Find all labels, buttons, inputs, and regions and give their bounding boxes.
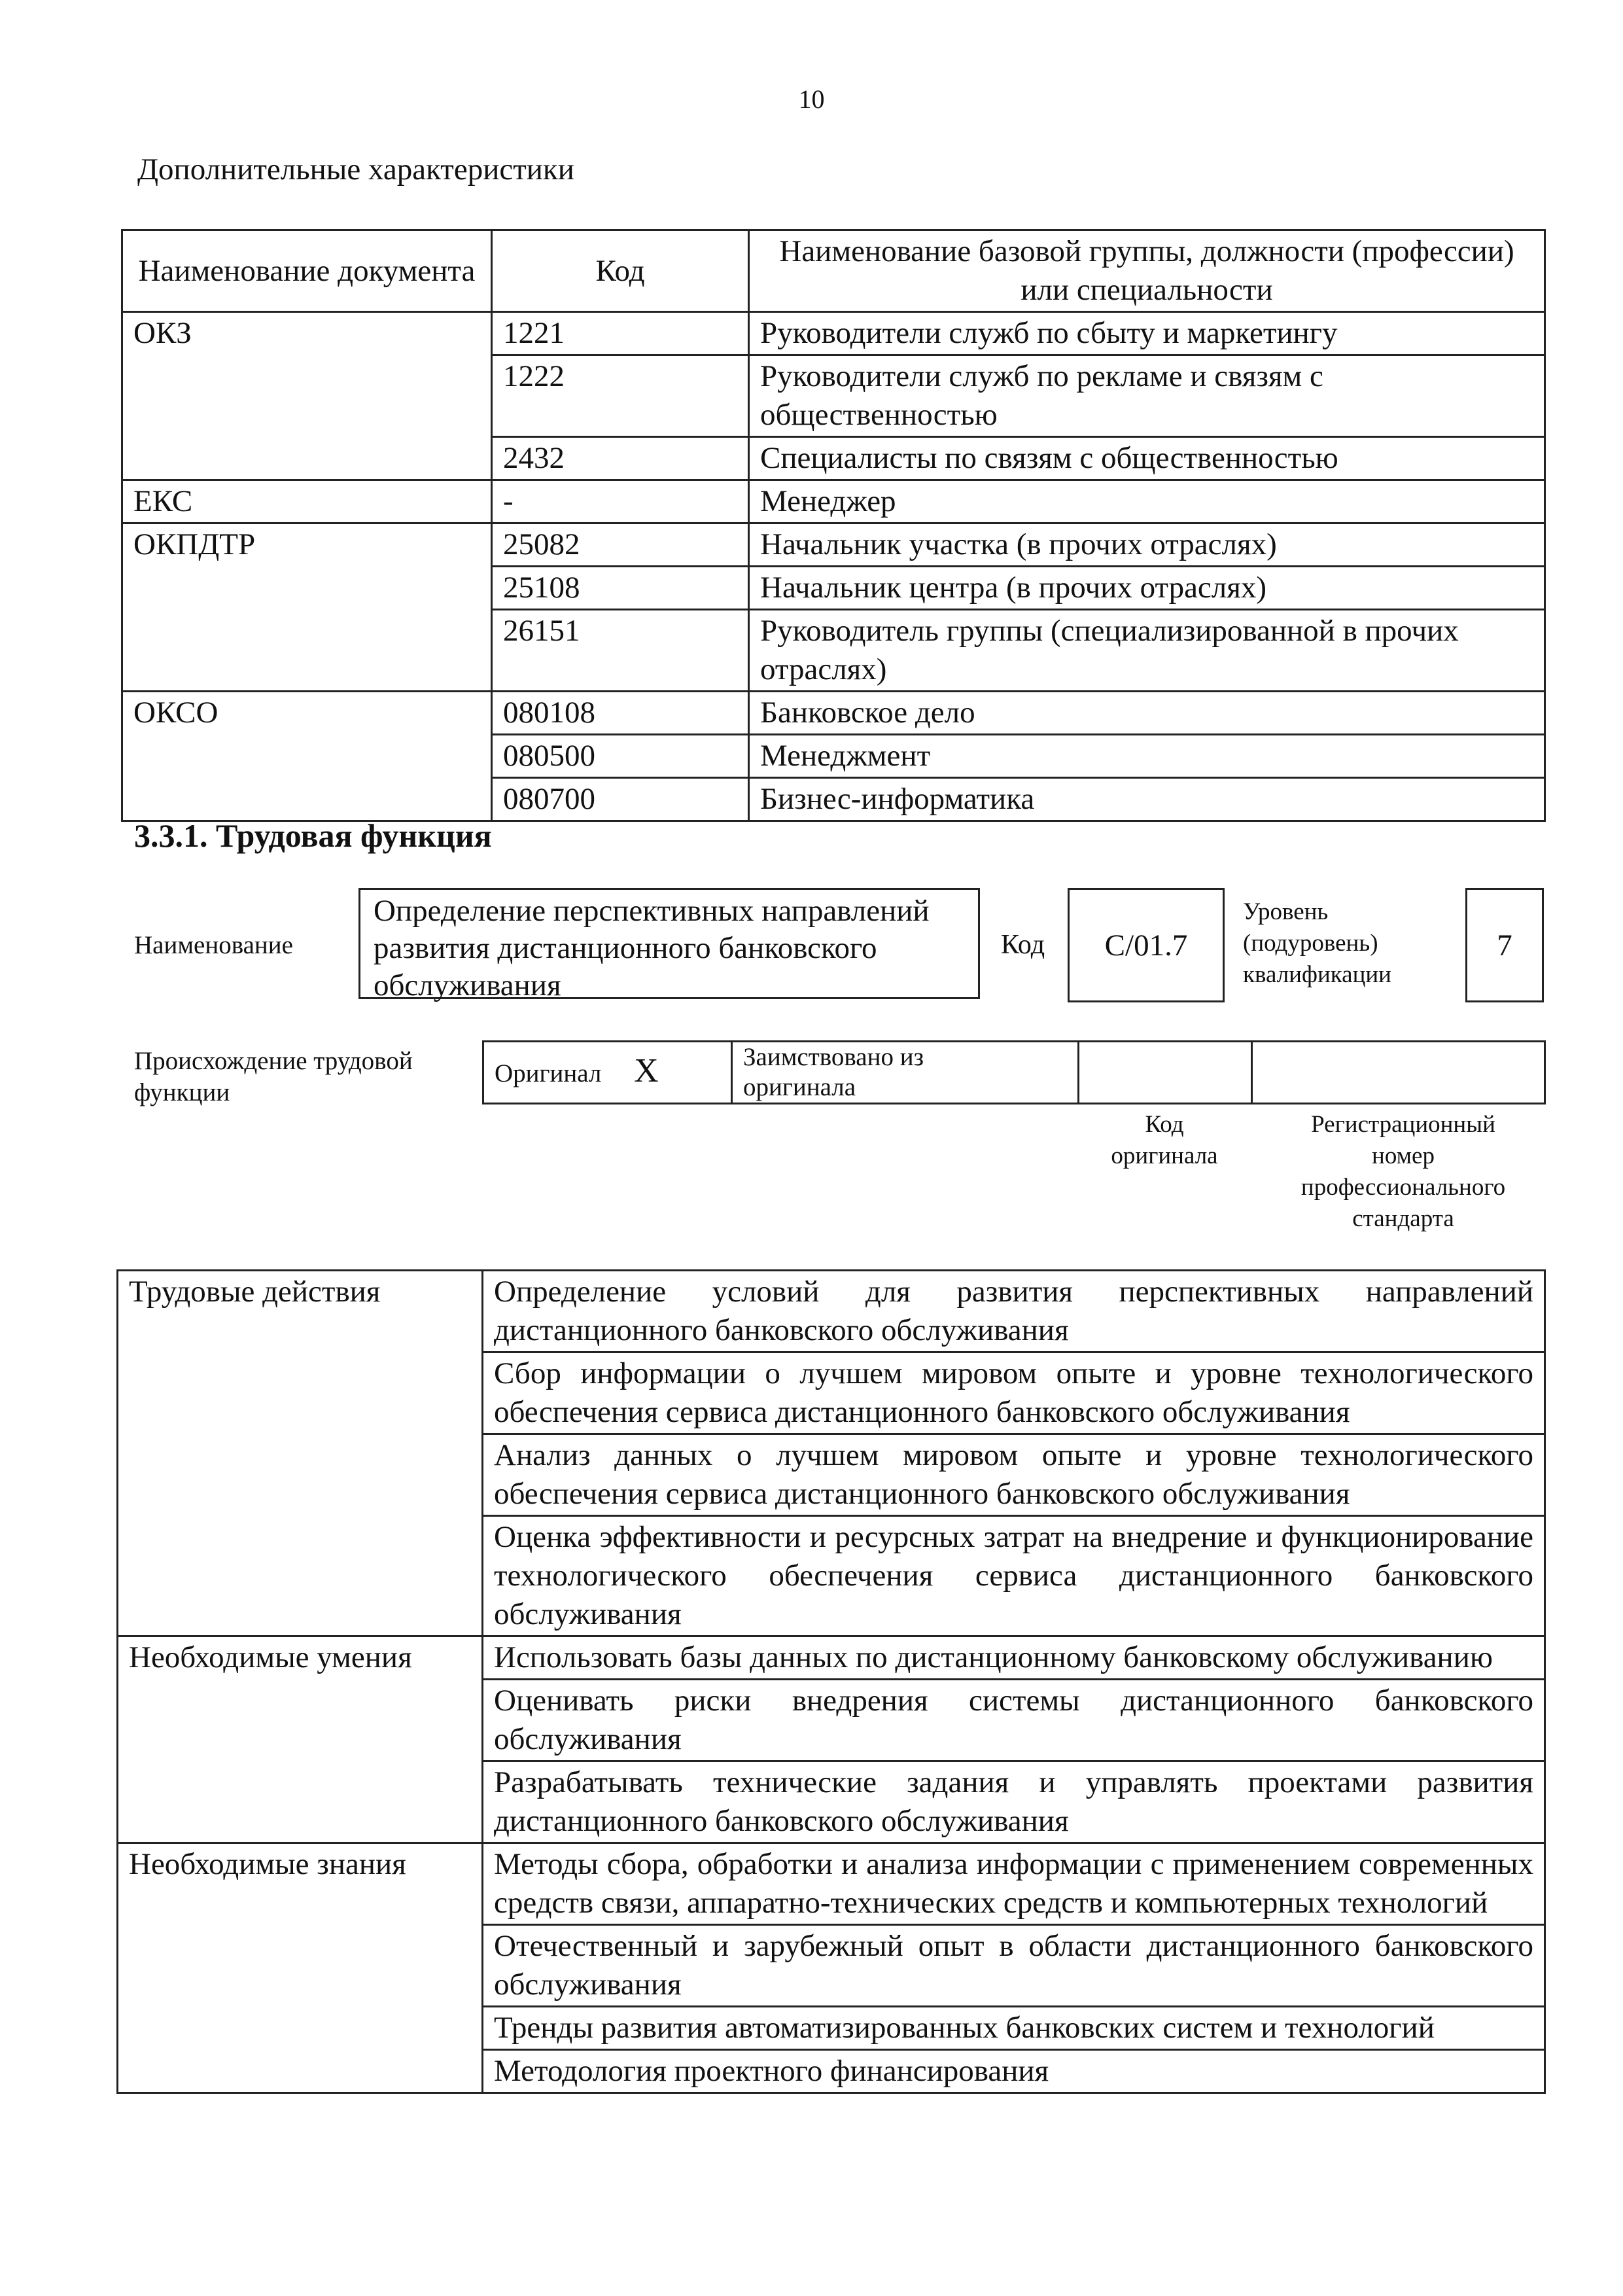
level-label-line: Уровень [1243,898,1329,925]
table-row [122,567,1545,610]
item-cell: Определение условий для развития перспективных направлений дистанционного банковского обслуживания [483,1271,1545,1352]
extra-characteristics-table [121,229,1546,822]
doc-cell [122,778,492,821]
item-cell: Анализ данных о лучшем мировом опыте и уровне технологического обеспечения сервиса дистанционного банковского обслуживания [483,1434,1545,1516]
name-cell: Менеджмент [749,735,1545,778]
name-cell: Банковское дело [749,692,1545,735]
table-row [118,1680,1545,1761]
table-row [118,1761,1545,1843]
name-cell: Начальник участка (в прочих отраслях) [749,523,1545,567]
code-cell: 080500 [492,735,749,778]
doc-cell: ОКПДТР [122,523,492,567]
table-row [118,1925,1545,2007]
caption-line: Регистрационный [1311,1111,1495,1138]
code-cell: 2432 [492,437,749,480]
origin-original-label: Оригинал [495,1059,602,1087]
table-row [122,312,1545,355]
group-label-cell [118,1761,483,1843]
table-row [118,1636,1545,1680]
item-cell: Разрабатывать технические задания и управлять проектами развития дистанционного банковского обслуживания [483,1761,1545,1843]
doc-cell [122,437,492,480]
origin-label-line: функции [134,1078,230,1106]
table-row [122,778,1545,821]
group-label-cell [118,1680,483,1761]
item-cell: Использовать базы данных по дистанционному банковскому обслуживанию [483,1636,1545,1680]
name-cell: Специалисты по связям с общественностью [749,437,1545,480]
function-name-label: Наименование [134,931,293,959]
origin-label-line: Происхождение трудовой [134,1047,413,1075]
code-cell: 080108 [492,692,749,735]
table-row [118,1352,1545,1434]
name-cell: Начальник центра (в прочих отраслях) [749,567,1545,610]
caption-line: профессионального [1300,1174,1506,1201]
doc-cell: ОКЗ [122,312,492,355]
table-row [122,437,1545,480]
caption-line: стандарта [1352,1205,1454,1232]
name-cell: Менеджер [749,480,1545,523]
origin-borrowed-cell [732,1042,1079,1104]
group-label-cell [118,1925,483,2007]
origin-table [482,1040,1546,1104]
function-code-label: Код [1001,930,1045,960]
item-cell: Тренды развития автоматизированных банковских систем и технологий [483,2007,1545,2050]
name-cell: Руководители служб по рекламе и связям с общественностью [749,355,1545,437]
caption-line: оригинала [1111,1142,1218,1169]
doc-cell [122,355,492,437]
page-number: 10 [798,84,825,114]
table-row [122,480,1545,523]
header-cell: Наименование базовой группы, должности (профессии) или специальности [749,230,1545,312]
code-cell: 080700 [492,778,749,821]
table-row [118,1434,1545,1516]
header-cell: Код [492,230,749,312]
table-row [122,610,1545,692]
item-cell: Оценка эффективности и ресурсных затрат на внедрение и функционирование технологического обеспечения сервиса дистанционного банковского обслуживания [483,1516,1545,1636]
item-cell: Методы сбора, обработки и анализа информации с применением современных средств связи, аппаратно-технических средств и компьютерных технологий [483,1843,1545,1925]
group-label-cell [118,1434,483,1516]
table-row [118,1516,1545,1636]
level-label-line: (подуровень) [1243,930,1378,957]
table-row [118,2007,1545,2050]
origin-label [134,1046,413,1108]
origin-reg-number-cell [1252,1042,1545,1104]
code-cell: 1222 [492,355,749,437]
origin-original-mark: X [634,1052,659,1089]
table-row [118,1271,1545,1352]
item-cell: Методология проектного финансирования [483,2050,1545,2093]
table-header-row [122,230,1545,312]
code-cell: 1221 [492,312,749,355]
origin-original-cell [483,1042,732,1104]
table-row [118,1843,1545,1925]
origin-code-cell [1079,1042,1252,1104]
name-cell: Бизнес-информатика [749,778,1545,821]
extra-characteristics-title: Дополнительные характеристики [137,152,574,186]
table-row [118,2050,1545,2093]
item-cell: Оценивать риски внедрения системы дистанционного банковского обслуживания [483,1680,1545,1761]
group-label-cell [118,1352,483,1434]
level-label-line: квалификации [1243,961,1391,988]
caption-line: Код [1145,1111,1184,1138]
borrowed-line: оригинала [743,1073,856,1101]
section-title: 3.3.1. Трудовая функция [134,817,492,854]
code-cell: 25108 [492,567,749,610]
group-label-cell: Необходимые умения [118,1636,483,1680]
table-row [122,692,1545,735]
borrowed-line: Заимствовано из [743,1043,924,1071]
labor-function-table [116,1269,1546,2094]
code-cell: - [492,480,749,523]
header-cell: Наименование документа [122,230,492,312]
qualification-level-box: 7 [1465,888,1544,1002]
item-cell: Отечественный и зарубежный опыт в области дистанционного банковского обслуживания [483,1925,1545,2007]
origin-row [483,1042,1545,1104]
code-cell: 25082 [492,523,749,567]
origin-code-caption [1079,1109,1249,1172]
group-label-cell: Необходимые знания [118,1843,483,1925]
group-label-cell [118,2050,483,2093]
doc-cell [122,567,492,610]
name-cell: Руководители служб по сбыту и маркетингу [749,312,1545,355]
qualification-level-label [1243,896,1391,991]
table-row [122,735,1545,778]
table-row [122,355,1545,437]
doc-cell: ЕКС [122,480,492,523]
table-row [122,523,1545,567]
doc-cell [122,610,492,692]
group-label-cell [118,2007,483,2050]
doc-cell: ОКСО [122,692,492,735]
doc-cell [122,735,492,778]
code-cell: 26151 [492,610,749,692]
function-code-box: C/01.7 [1068,888,1225,1002]
reg-number-caption [1263,1109,1544,1235]
group-label-cell: Трудовые действия [118,1271,483,1352]
caption-line: номер [1372,1142,1435,1169]
name-cell: Руководитель группы (специализированной в прочих отраслях) [749,610,1545,692]
function-name-box: Определение перспективных направлений развития дистанционного банковского обслуживания [358,888,980,999]
item-cell: Сбор информации о лучшем мировом опыте и уровне технологического обеспечения сервиса дистанционного банковского обслуживания [483,1352,1545,1434]
group-label-cell [118,1516,483,1636]
